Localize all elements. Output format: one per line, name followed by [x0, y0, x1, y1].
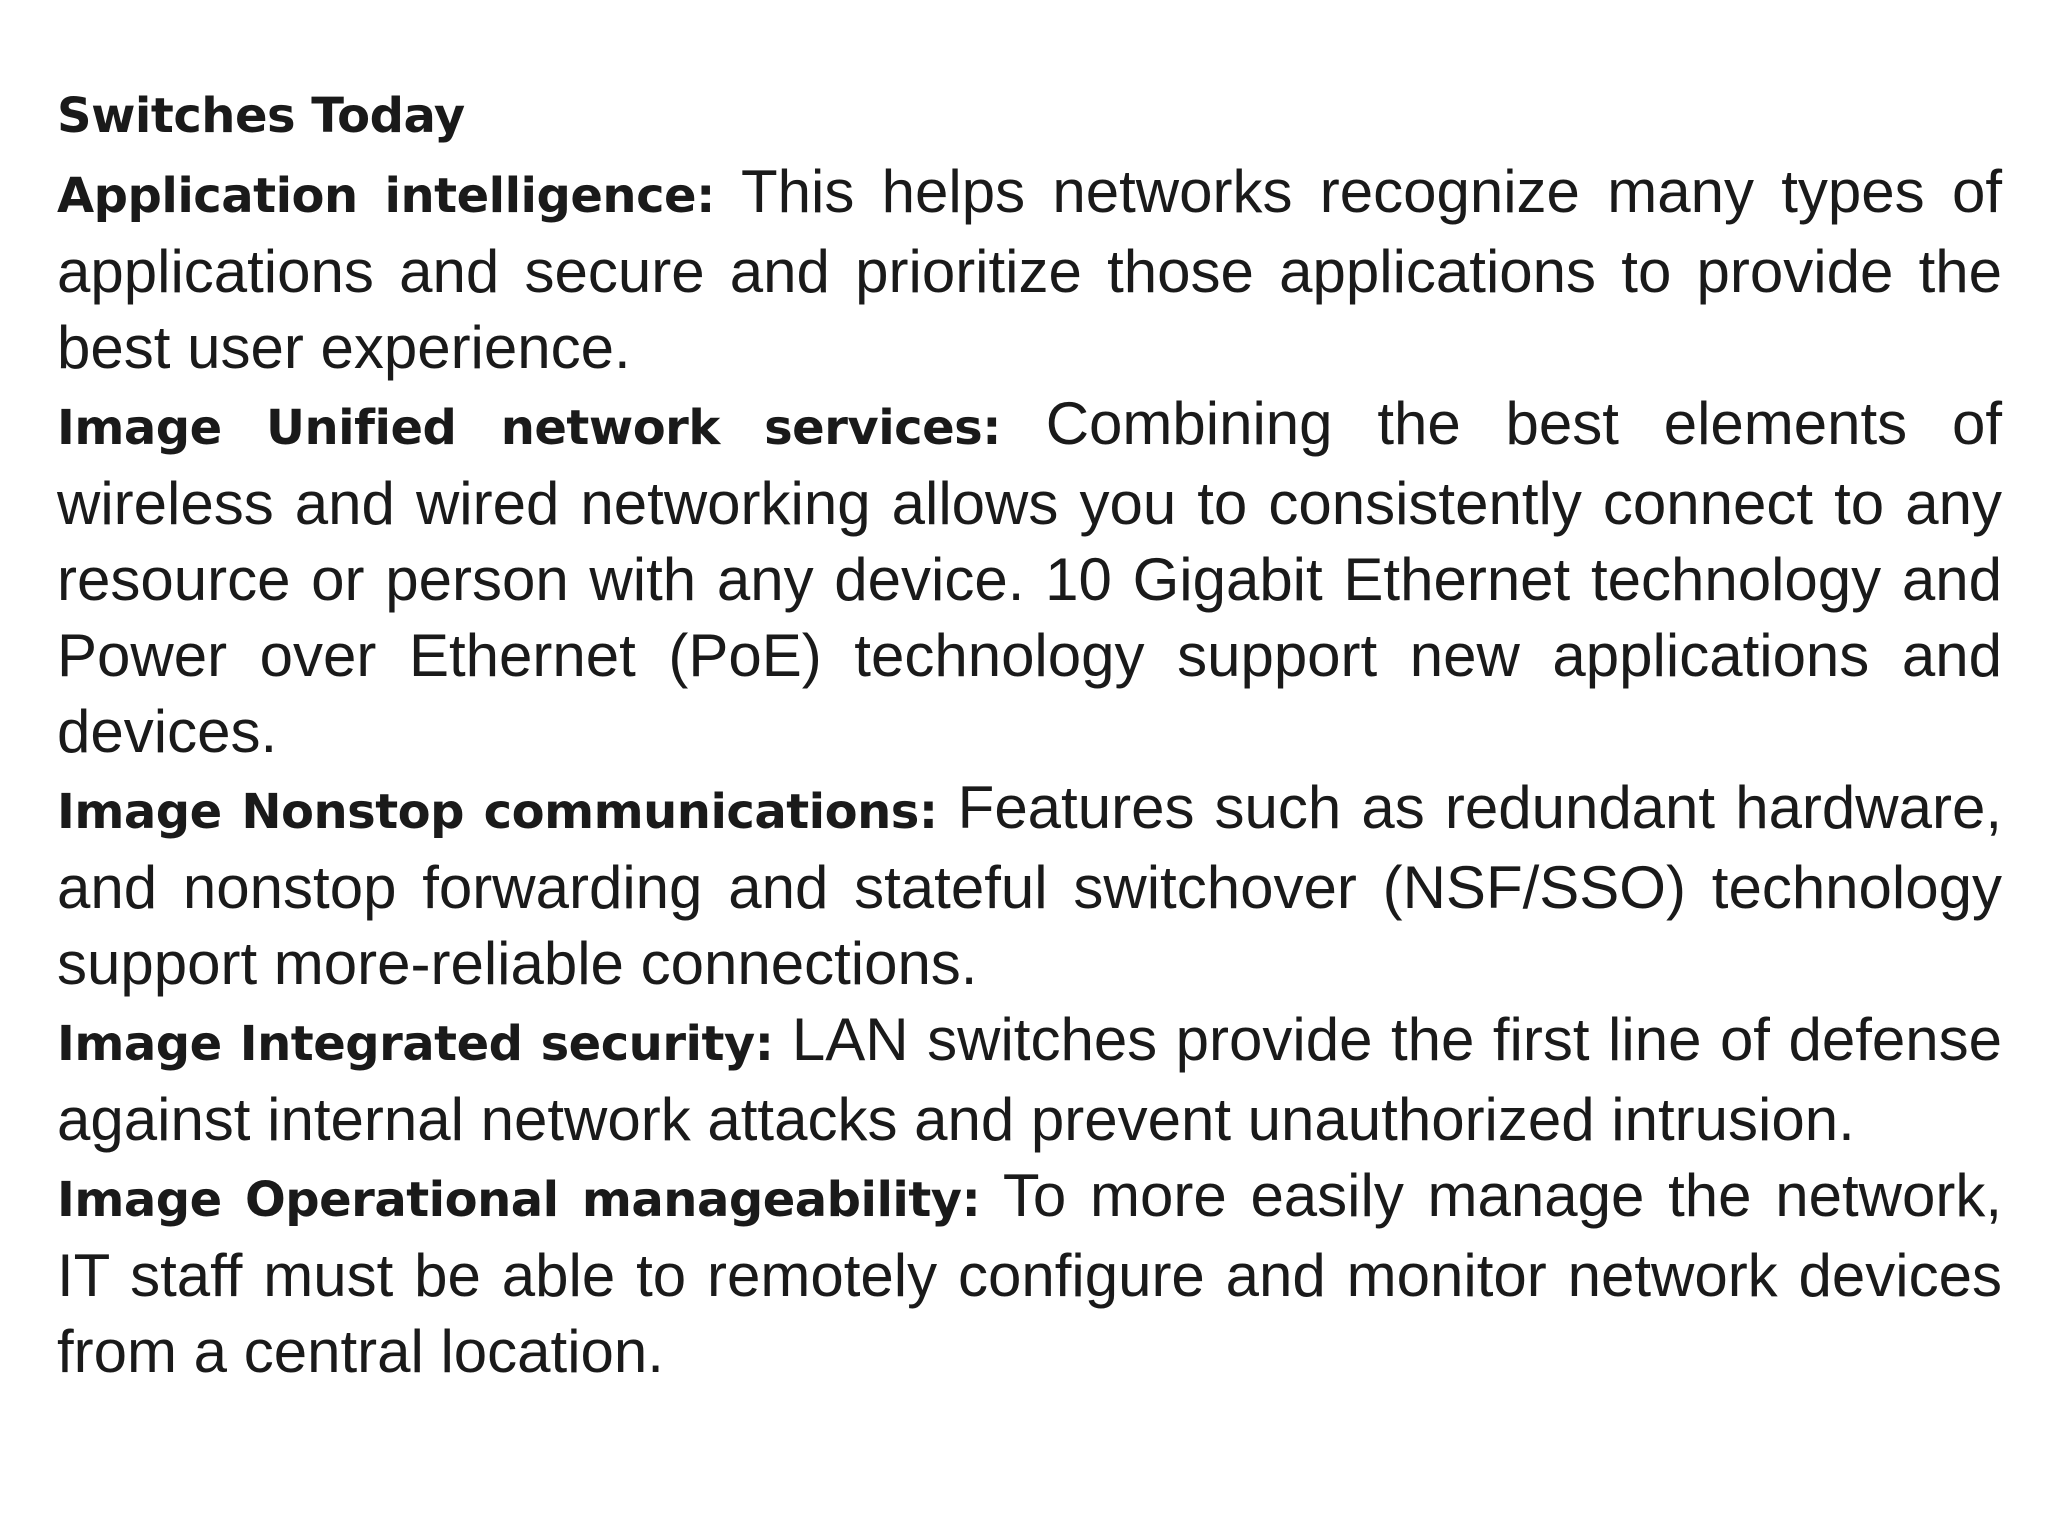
paragraph-label: Image Unified network services: [57, 400, 1001, 456]
paragraph-label: Image Nonstop communications: [57, 784, 938, 840]
paragraph-text: This helps networks recognize many types of applications and secure and prioritize those applications to provide the best user experience. [57, 158, 2002, 381]
paragraph-application-intelligence [57, 154, 2002, 386]
paragraph-unified-network-services [57, 386, 2002, 770]
paragraph-label: Application intelligence: [57, 168, 715, 224]
paragraph-nonstop-communications [57, 770, 2002, 1002]
page-title: Switches Today [57, 88, 465, 144]
paragraph-operational-manageability [57, 1158, 2002, 1390]
paragraph-text: To more easily manage the network, IT staff must be able to remotely configure and monitor network devices from a central location. [57, 1162, 2002, 1385]
paragraph-text: Features such as redundant hardware, and nonstop forwarding and stateful switchover (NSF/SSO) technology support more-reliable connections. [57, 774, 2003, 997]
paragraph-text: LAN switches provide the first line of defense against internal network attacks and prevent unauthorized intrusion. [57, 1006, 2002, 1153]
paragraph-text: Combining the best elements of wireless and wired networking allows you to consistently connect to any resource or person with any device. 10 Gigabit Ethernet technology and Power over Ethernet (PoE) technology support new applications and devices. [57, 390, 2002, 765]
paragraph-label: Image Integrated security: [57, 1016, 774, 1072]
paragraph-integrated-security [57, 1002, 2002, 1158]
document-body [57, 78, 2002, 1390]
paragraph-label: Image Operational manageability: [57, 1172, 981, 1228]
